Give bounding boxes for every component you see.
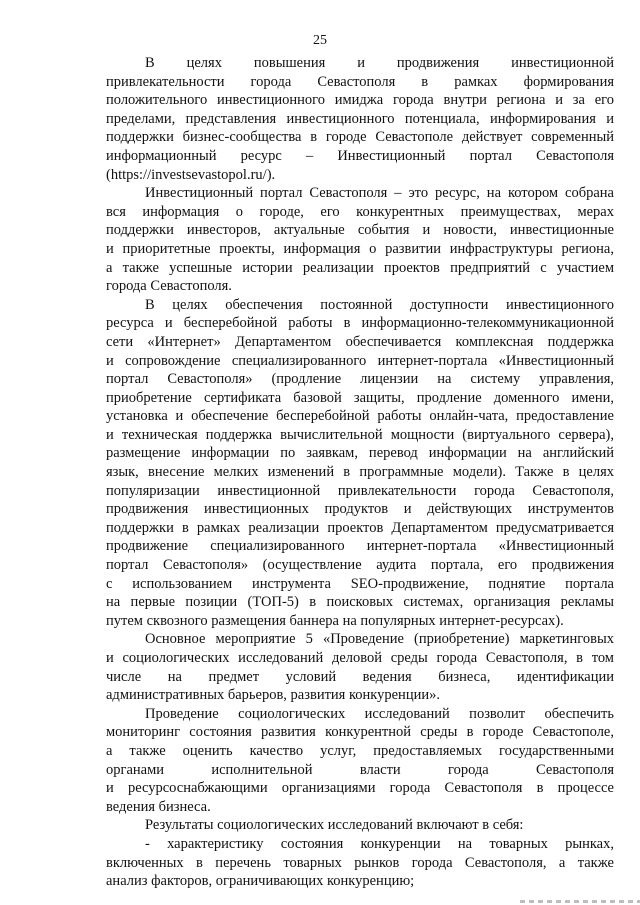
text-line: а также успешные истории реализации проектов предприятий с участием bbox=[106, 259, 614, 276]
text-line: и социологических исследований деловой среды города Севастополя, в том bbox=[106, 650, 614, 666]
text-line: органами исполнительной власти города Севастополя bbox=[106, 761, 614, 778]
text-line: города Севастополя. bbox=[106, 278, 232, 295]
paragraph-main-event-5 bbox=[106, 630, 614, 704]
text-line: портал Севастополя» (продление лицензии на систему управления, bbox=[106, 371, 614, 388]
text-line: поддержки бизнес-сообщества в городе Севастополе действует современный bbox=[106, 129, 614, 146]
text-line: числе на предмет условий ведения бизнеса, идентификации bbox=[106, 668, 614, 685]
text-line: портал Севастополя» (осуществление аудита портала, его продвижения bbox=[106, 557, 614, 574]
text-line: сети «Интернет» Департаментом обеспечивается комплексная поддержка bbox=[106, 333, 614, 350]
text-line: на первые позиции (ТОП-5) в поисковых системах, организация рекламы bbox=[106, 594, 614, 611]
paragraph-sociological-research bbox=[106, 705, 614, 817]
text-line: путем сквозного размещения баннера на популярных интернет-ресурсах). bbox=[106, 612, 564, 629]
text-line: продвижения инвестиционных продуктов и действующих инструментов bbox=[106, 501, 614, 518]
text-line: Инвестиционный портал Севастополя – это ресурс, на котором собрана bbox=[145, 185, 614, 202]
text-line: ведения бизнеса. bbox=[106, 798, 211, 815]
text-line: (https://investsevastopol.ru/). bbox=[106, 166, 276, 183]
paragraph-portal-support bbox=[106, 296, 614, 631]
text-line: и приоритетные проекты, информация о развитии инфраструктуры региона, bbox=[106, 240, 614, 257]
text-line: и ресурсоснабжающими организациями города Севастополя в процессе bbox=[106, 780, 614, 797]
text-line: вся информация о городе, его конкурентных преимуществах, мерах bbox=[106, 203, 614, 220]
text-line: установка и обеспечение бесперебойной работы онлайн-чата, предоставление bbox=[106, 408, 614, 425]
text-line: административных барьеров, развития конкуренции». bbox=[106, 687, 440, 704]
text-line: Основное мероприятие 5 «Проведение (приобретение) маркетинговых bbox=[145, 631, 614, 648]
list-item-competition-analysis bbox=[106, 835, 614, 891]
text-line: ресурса и бесперебойной работы в информационно-телекоммуникационной bbox=[106, 315, 614, 332]
text-line: положительного инвестиционного имиджа города внутри региона и за его bbox=[106, 92, 614, 109]
document-body bbox=[106, 54, 614, 891]
scan-edge-mark bbox=[520, 900, 640, 903]
text-line: привлекательности города Севастополя в рамках формирования bbox=[106, 73, 614, 90]
text-line: продвижение специализированного интернет-портала «Инвестиционный bbox=[106, 538, 614, 555]
text-line: а также оценить качество услуг, предоставляемых государственными bbox=[106, 742, 614, 759]
text-line: информационный ресурс – Инвестиционный портал Севастополя bbox=[106, 147, 614, 164]
paragraph-investment-image bbox=[106, 54, 614, 184]
text-line: мониторинг состояния развития конкурентной среды в городе Севастополе, bbox=[106, 724, 614, 741]
text-line: Результаты социологических исследований включают в себя: bbox=[145, 817, 524, 834]
text-line: поддержки в рамках реализации проектов Департаментом предусматривается bbox=[106, 519, 614, 536]
text-line: приобретение сертификата базовой защиты, продление доменного имени, bbox=[106, 389, 614, 406]
text-line: с использованием инструмента SEO-продвижение, поднятие портала bbox=[106, 575, 614, 592]
text-line: поддержки инвесторов, актуальные события и новости, инвестиционные bbox=[106, 222, 614, 239]
text-line: пределами, представления инвестиционного потенциала, информирования и bbox=[106, 110, 614, 127]
text-line: размещение информации по заявкам, перевод информации на английский bbox=[106, 445, 614, 462]
text-line: Проведение социологических исследований позволит обеспечить bbox=[145, 705, 614, 722]
text-line: и сопровождение специализированного интернет-портала «Инвестиционный bbox=[106, 352, 614, 369]
text-line: язык, внесение мелких изменений в программные модели). Также в целях bbox=[106, 464, 614, 481]
text-line: - характеристику состояния конкуренции на товарных рынках, bbox=[145, 835, 614, 852]
paragraph-research-results bbox=[106, 816, 614, 835]
text-line: включенных в перечень товарных рынков города Севастополя, а также bbox=[106, 854, 614, 871]
text-line: и техническая поддержка вычислительной мощности (виртуального сервера), bbox=[106, 426, 614, 443]
page-number: 25 bbox=[313, 33, 327, 48]
text-line: В целях обеспечения постоянной доступности инвестиционного bbox=[145, 296, 614, 313]
text-line: анализ факторов, ограничивающих конкуренцию; bbox=[106, 873, 415, 890]
paragraph-portal-description bbox=[106, 184, 614, 296]
text-line: В целях повышения и продвижения инвестиционной bbox=[145, 55, 614, 71]
text-line: популяризации инвестиционной привлекательности города Севастополя, bbox=[106, 482, 614, 499]
